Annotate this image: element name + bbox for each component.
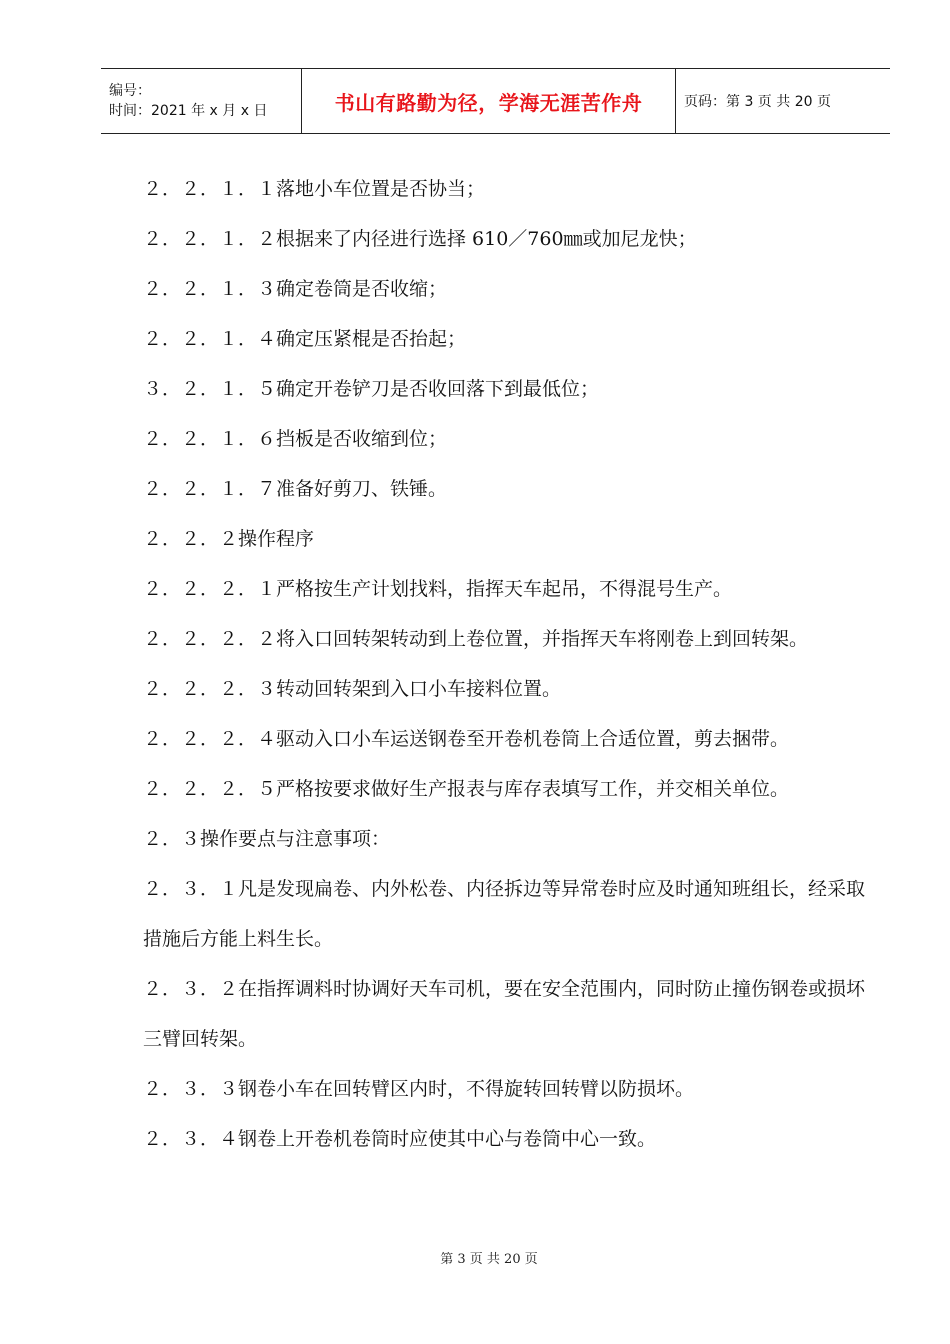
document-time-label: 时间：2021 年 x 月 x 日: [109, 103, 268, 119]
page-header: [101, 68, 890, 134]
document-body: [143, 164, 867, 1164]
paragraph: ２．３．１凡是发现扁卷、内外松卷、内径拆边等异常卷时应及时通知班组长，经采取措施后方能上料生长。: [143, 878, 866, 950]
paragraph: ２．２．２．１严格按生产计划找料，指挥天车起吊，不得混号生产。: [143, 578, 733, 600]
section-heading: ２．２．２操作程序: [143, 528, 315, 550]
paragraph: ２．２．１．３确定卷筒是否收缩；: [143, 278, 448, 300]
header-meta: [101, 69, 302, 133]
motto-text: 书山有路勤为径，学海无涯苦作舟: [334, 90, 643, 115]
paragraph: ２．２．１．６挡板是否收缩到位；: [143, 428, 448, 450]
footer-page-number: 第 3 页 共 20 页: [440, 1252, 538, 1267]
page-number-label: 页码：第 3 页 共 20 页: [684, 94, 831, 110]
document-number-label: 编号：: [109, 83, 151, 99]
paragraph: ２．２．１．４确定压紧棍是否抬起；: [143, 328, 467, 350]
paragraph: ２．２．１．７准备好剪刀、铁锤。: [143, 478, 448, 500]
paragraph: ２．２．２．５严格按要求做好生产报表与库存表填写工作，并交相关单位。: [143, 778, 790, 800]
paragraph: ３．２．１．５确定开卷铲刀是否收回落下到最低位；: [143, 378, 600, 400]
page-footer: [0, 1248, 950, 1267]
section-heading: ２．３操作要点与注意事项：: [143, 828, 391, 850]
paragraph: ２．３．４钢卷上开卷机卷筒时应使其中心与卷筒中心一致。: [143, 1128, 657, 1150]
paragraph: ２．２．２．２将入口回转架转动到上卷位置，并指挥天车将刚卷上到回转架。: [143, 628, 809, 650]
header-page-info: [676, 69, 890, 133]
header-motto: [302, 69, 676, 133]
paragraph: ２．３．３钢卷小车在回转臂区内时，不得旋转回转臂以防损坏。: [143, 1078, 695, 1100]
paragraph: ２．３．２在指挥调料时协调好天车司机，要在安全范围内，同时防止撞伤钢卷或损坏三臂回转架。: [143, 978, 866, 1050]
paragraph: ２．２．２．３转动回转架到入口小车接料位置。: [143, 678, 562, 700]
paragraph: ２．２．１．１落地小车位置是否协当；: [143, 178, 486, 200]
paragraph: ２．２．２．４驱动入口小车运送钢卷至开卷机卷筒上合适位置，剪去捆带。: [143, 728, 790, 750]
paragraph: ２．２．１．２根据来了内径进行选择 610／760㎜或加尼龙快；: [143, 228, 697, 250]
